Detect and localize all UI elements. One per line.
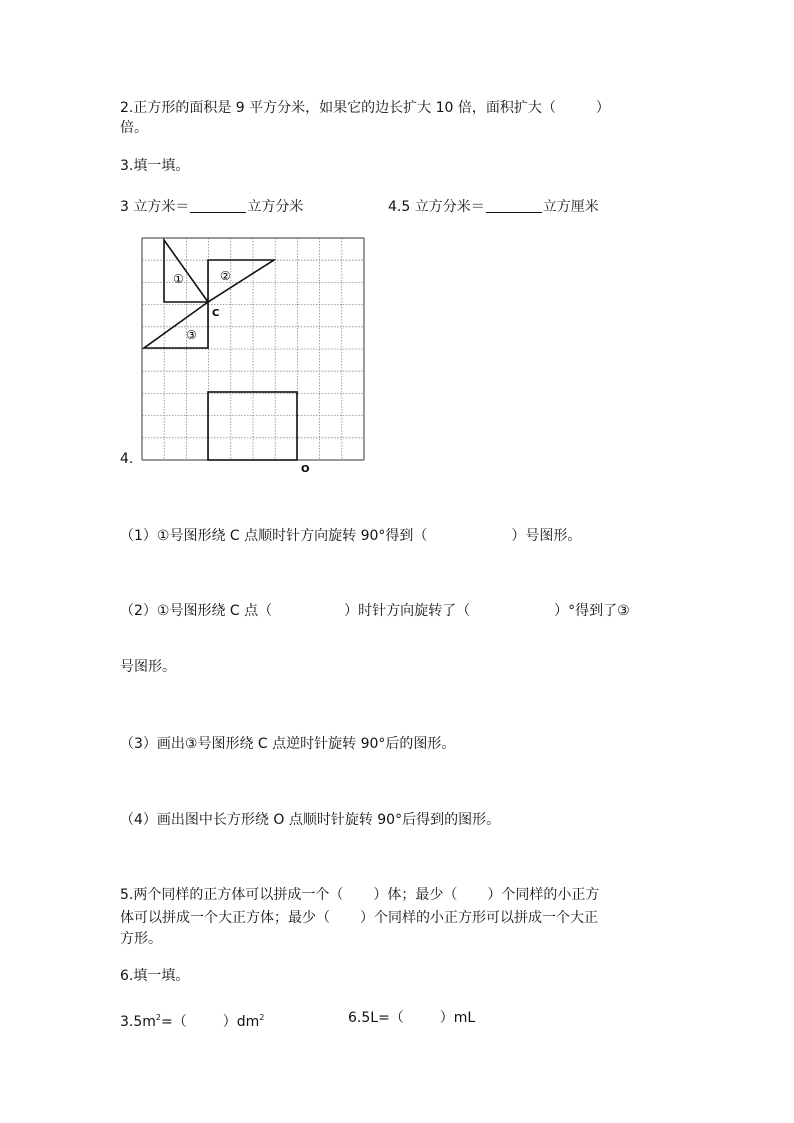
q4-sub2-text: （2）①号图形绕 C 点（: [120, 603, 273, 619]
q3-item-a: [120, 197, 303, 217]
q3-title: 3.填一填。: [120, 158, 190, 174]
q6-a-unit-exponent: 2: [259, 1013, 265, 1022]
q6-title: 6.填一填。: [120, 968, 190, 984]
shape-3-triangle: [144, 302, 208, 348]
q6-a-prefix: 3.5m: [120, 1014, 156, 1030]
q4-sub4: （4）画出图中长方形绕 O 点顺时针旋转 90°后得到的图形。: [120, 812, 501, 828]
q6-a-suffix: ）dm: [222, 1014, 260, 1030]
q4-sub2-end: ）°得到了③: [554, 603, 630, 619]
q2-line1: [120, 98, 610, 118]
q5-line3: 方形。: [120, 931, 162, 947]
q4-sub2-cont: 号图形。: [120, 659, 176, 675]
q3-b-blank[interactable]: [486, 198, 542, 213]
q3-a-blank[interactable]: [190, 198, 246, 213]
q3-item-b: [388, 197, 599, 217]
q4-sub1-text: （1）①号图形绕 C 点顺时针方向旋转 90°得到（: [120, 528, 428, 544]
q5-text-e: ）个同样的小正方形可以拼成一个大正: [360, 910, 598, 926]
q3-b-prefix: 4.5 立方分米＝: [388, 199, 485, 215]
point-c-label: C: [212, 308, 220, 319]
q5-text-b: ）体；最少（: [373, 887, 458, 903]
q2-paren-close: ）: [595, 100, 610, 116]
shape-2-triangle: [208, 260, 274, 302]
q6-a-exponent: 2: [155, 1013, 161, 1022]
rectangle-shape: [208, 392, 297, 460]
rotation-grid-figure: [140, 236, 388, 484]
q4-number: 4.: [120, 451, 134, 467]
shape-1-label: ①: [173, 272, 184, 286]
q4-sub3: （3）画出③号图形绕 C 点逆时针旋转 90°后的图形。: [120, 736, 456, 752]
shape-2-label: ②: [220, 269, 231, 283]
q5-line1: [120, 885, 599, 905]
q4-sub2-mid: ）时针方向旋转了（: [344, 603, 471, 619]
q4-sub2: [120, 601, 630, 621]
q5-line2: [120, 908, 598, 928]
q6-b-suffix: ）mL: [439, 1010, 476, 1026]
point-o-label: O: [301, 464, 310, 475]
q6-item-a: [120, 1008, 264, 1032]
q3-b-suffix: 立方厘米: [542, 199, 599, 215]
q6-item-b: [348, 1008, 475, 1028]
q3-a-prefix: 3 立方米＝: [120, 199, 190, 215]
q2-text: 2.正方形的面积是 9 平方分米，如果它的边长扩大 10 倍，面积扩大（: [120, 100, 556, 116]
q4-sub1: [120, 526, 581, 546]
q3-a-suffix: 立方分米: [247, 199, 304, 215]
q5-text-a: 5.两个同样的正方体可以拼成一个（: [120, 887, 344, 903]
q6-a-mid: =（: [161, 1014, 187, 1030]
q5-text-c: ）个同样的小正方: [487, 887, 600, 903]
q6-b-prefix: 6.5L=（: [348, 1010, 404, 1026]
shape-3-label: ③: [186, 328, 197, 342]
q5-text-d: 体可以拼成一个大正方体；最少（: [120, 910, 330, 926]
q2-line2: 倍。: [120, 120, 148, 136]
q4-sub1-end: ）号图形。: [511, 528, 582, 544]
